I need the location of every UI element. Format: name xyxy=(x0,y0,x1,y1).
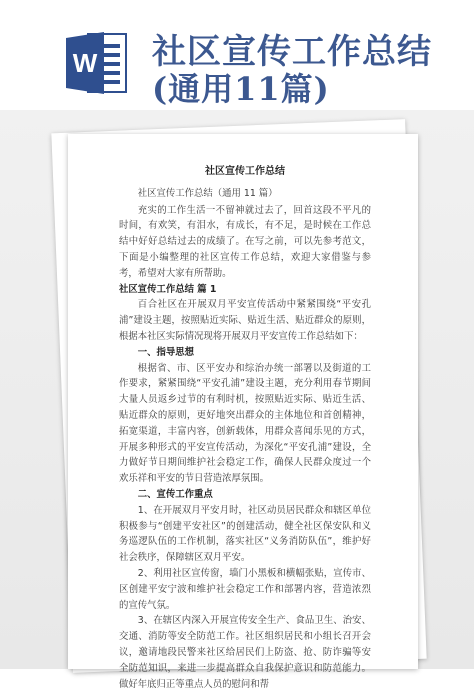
banner-title: 社区宣传工作总结 xyxy=(152,32,432,72)
title-banner xyxy=(0,0,474,110)
word-document-icon xyxy=(66,30,130,96)
document-title: 社区宣传工作总结 xyxy=(205,166,285,177)
document-body xyxy=(119,164,371,692)
document-subtitle: 社区宣传工作总结（通用 11 篇） xyxy=(137,187,278,199)
paragraph-3: 1、在开展双月平安月时，社区动员居民群众和辖区单位积极参与“创建平安社区”的创建活动，健全社区保安队和义务巡逻队伍的工作机制，落实社区“义务消防队伍”，维护好社会秩序，保障辖区双月平安。 xyxy=(119,504,371,564)
section-heading: 社区宣传工作总结 篇 1 xyxy=(119,283,217,295)
document-page xyxy=(68,134,418,690)
intro-paragraph: 充实的工作生活一不留神就过去了，回首这段不平凡的时间，有欢笑，有泪水，有成长，有不足，是时候在工作总结中好好总结过去的成绩了。在写之前，可以先参考范文，下面是小编整理的社区宣传工作总结，欢迎大家借鉴与参考，希望对大家有所帮助。 xyxy=(119,204,371,279)
paragraph-1: 百合社区在开展双月平安宣传活动中紧紧围绕“平安孔浦”建设主题，按照贴近实际、贴近生活、贴近群众的原则，根据本社区实际情况现将开展双月平安宣传工作总结如下： xyxy=(119,299,371,342)
paragraph-2: 根据省、市、区平安办和综治办统一部署以及街道的工作要求，紧紧围绕“平安孔浦”建设主题，充分利用春节期间大量人员返乡过节的有利时机，按照贴近实际、贴近生活、贴近群众的原则，更好地突出群众的主体地位和首创精神，拓宽渠道，丰富内容，创新载体，用群众喜闻乐见的方式，开展多种形式的平安宣传活动，为深化“平安孔浦”建设，全力做好节日期间维护社会稳定工作，确保人民群众度过一个欢乐祥和平安的节日营造浓厚氛围。 xyxy=(119,362,371,485)
banner-subtitle: (通用11篇) xyxy=(152,70,330,108)
paragraph-4: 2、利用社区宣传窗，墙门小黑板和横幅张贴，宣传市、区创建平安宁波和维护社会稳定工作和部署内容，营造浓烈的宣传气氛。 xyxy=(119,567,371,611)
heading-work-focus: 二、宣传工作重点 xyxy=(137,488,213,500)
paragraph-5: 3、在辖区内深入开展宣传安全生产、食品卫生、治安、交通、消防等安全防范工作。社区组织居民和小组长召开会议，邀请地段民警来社区给居民们上防盗、抢、防诈骗等安全防范知识，来进一步提高群众自我保护意识和防范能力。做好年底归正等重点人员的慰问和帮 xyxy=(119,615,371,690)
word-logo-letter: W xyxy=(72,48,98,78)
heading-guiding-ideology: 一、指导思想 xyxy=(137,346,195,358)
